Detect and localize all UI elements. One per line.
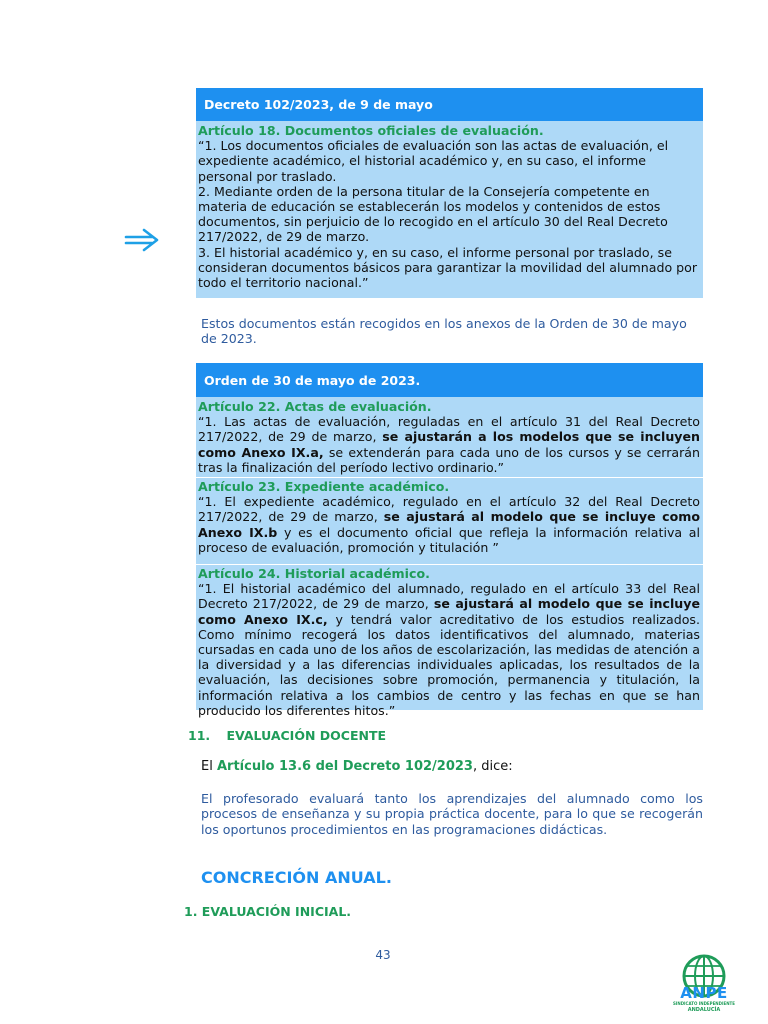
articulo-22-text-1: “1. Las actas de evaluación, reguladas en el artículo 31 del Real Decreto 217/2022, de 29 de marzo, — [198, 414, 700, 445]
articulo-22-text-2: se extenderán para cada uno de los cursos y se cerrarán tras la finalización del período lectivo ordinario.” — [198, 444, 700, 475]
evaluacion-inicial-heading: 1. EVALUACIÓN INICIAL. — [184, 904, 352, 919]
section-11-intro — [201, 759, 513, 774]
articulo-24-bold: se ajustará al modelo que se incluye como Anexo IX.c, — [198, 596, 700, 627]
logo-name: ANPE — [680, 984, 728, 1002]
articulo-22-block — [196, 397, 703, 477]
section-11-title: EVALUACIÓN DOCENTE — [226, 728, 387, 743]
orden-box-header: Orden de 30 de mayo de 2023. — [196, 363, 703, 397]
articulo-18-paragraph-2: 2. Mediante orden de la persona titular de la Consejería competente en materia de educación se establecerán los modelos y contenidos de estos documentos, sin perjuicio de lo recogido en el artículo 30 del Real Decreto 217/2022, de 29 de marzo. — [198, 183, 668, 245]
anpe-logo-icon — [672, 952, 736, 1016]
articulo-18-paragraph-3: 3. El historial académico y, en su caso, el informe personal por traslado, se consideran documentos básicos para garantizar la movilidad del alumnado por todo el territorio nacional.” — [198, 244, 698, 291]
articulo-23-block — [196, 477, 703, 564]
section-11-quote: El profesorado evaluará tanto los aprendizajes del alumnado como los procesos de enseñanza y su propia práctica docente, para lo que se recogerán los oportunos procedimientos en las programaciones didácticas. — [201, 791, 703, 837]
section-11-heading — [188, 728, 386, 743]
orden-box-body — [196, 397, 703, 718]
intro-prefix: El — [201, 759, 217, 774]
note-text: Estos documentos están recogidos en los anexos de la Orden de 30 de mayo de 2023. — [201, 316, 687, 347]
articulo-13-6-reference: Artículo 13.6 del Decreto 102/2023 — [216, 759, 473, 774]
logo-subtitle: SINDICATO INDEPENDIENTE — [672, 1001, 736, 1006]
arrow-right-icon — [124, 226, 162, 254]
articulo-24-text-1: “1. El historial académico del alumnado, regulado en el artículo 33 del Real Decreto 217/2022, de 29 de marzo, — [198, 581, 700, 612]
articulo-24-title: Artículo 24. Historial académico. — [198, 566, 430, 581]
articulo-23-text-1: “1. El expediente académico, regulado en el artículo 32 del Real Decreto 217/2022, de 29 de marzo, — [198, 494, 700, 525]
articulo-23-text-2: y es el documento oficial que refleja la información relativa al proceso de evaluación, promoción y titulación ” — [198, 524, 700, 555]
intro-suffix: , dice: — [472, 759, 513, 774]
decreto-box-body — [196, 121, 703, 298]
logo-region: ANDALUCÍA — [687, 1007, 721, 1013]
section-11-number: 11. — [188, 728, 211, 743]
articulo-22-bold: se ajustarán a los modelos que se incluyen como Anexo IX.a, — [198, 429, 701, 460]
articulo-22-title: Artículo 22. Actas de evaluación. — [198, 399, 432, 414]
page-number: 43 — [375, 948, 391, 962]
articulo-24-block — [196, 564, 703, 718]
articulo-23-bold: se ajustará al modelo que se incluye como Anexo IX.b — [198, 509, 700, 540]
articulo-18-paragraph-1: “1. Los documentos oficiales de evaluación son las actas de evaluación, el expediente académico, el historial académico y, en su caso, el informe personal por traslado. — [198, 138, 669, 184]
articulo-18-title: Artículo 18. Documentos oficiales de evaluación. — [198, 123, 544, 138]
articulo-23-title: Artículo 23. Expediente académico. — [198, 479, 450, 494]
concrecion-anual-heading: CONCRECIÓN ANUAL. — [201, 868, 392, 887]
decreto-box-header: Decreto 102/2023, de 9 de mayo — [196, 88, 703, 121]
articulo-24-text-2: y tendrá valor acreditativo de los estudios realizados. Como mínimo recogerá los datos identificativos del alumnado, materias cursadas en cada uno de los años de escolarización, las medidas de atención a la diversidad y a las diferencias individuales aplicadas, los resultados de la evaluación, las decisiones sobre promoción, permanencia y titulación, la información relativa a los cambios de centro y las fechas en que se han producido los diferentes hitos.” — [198, 611, 700, 718]
